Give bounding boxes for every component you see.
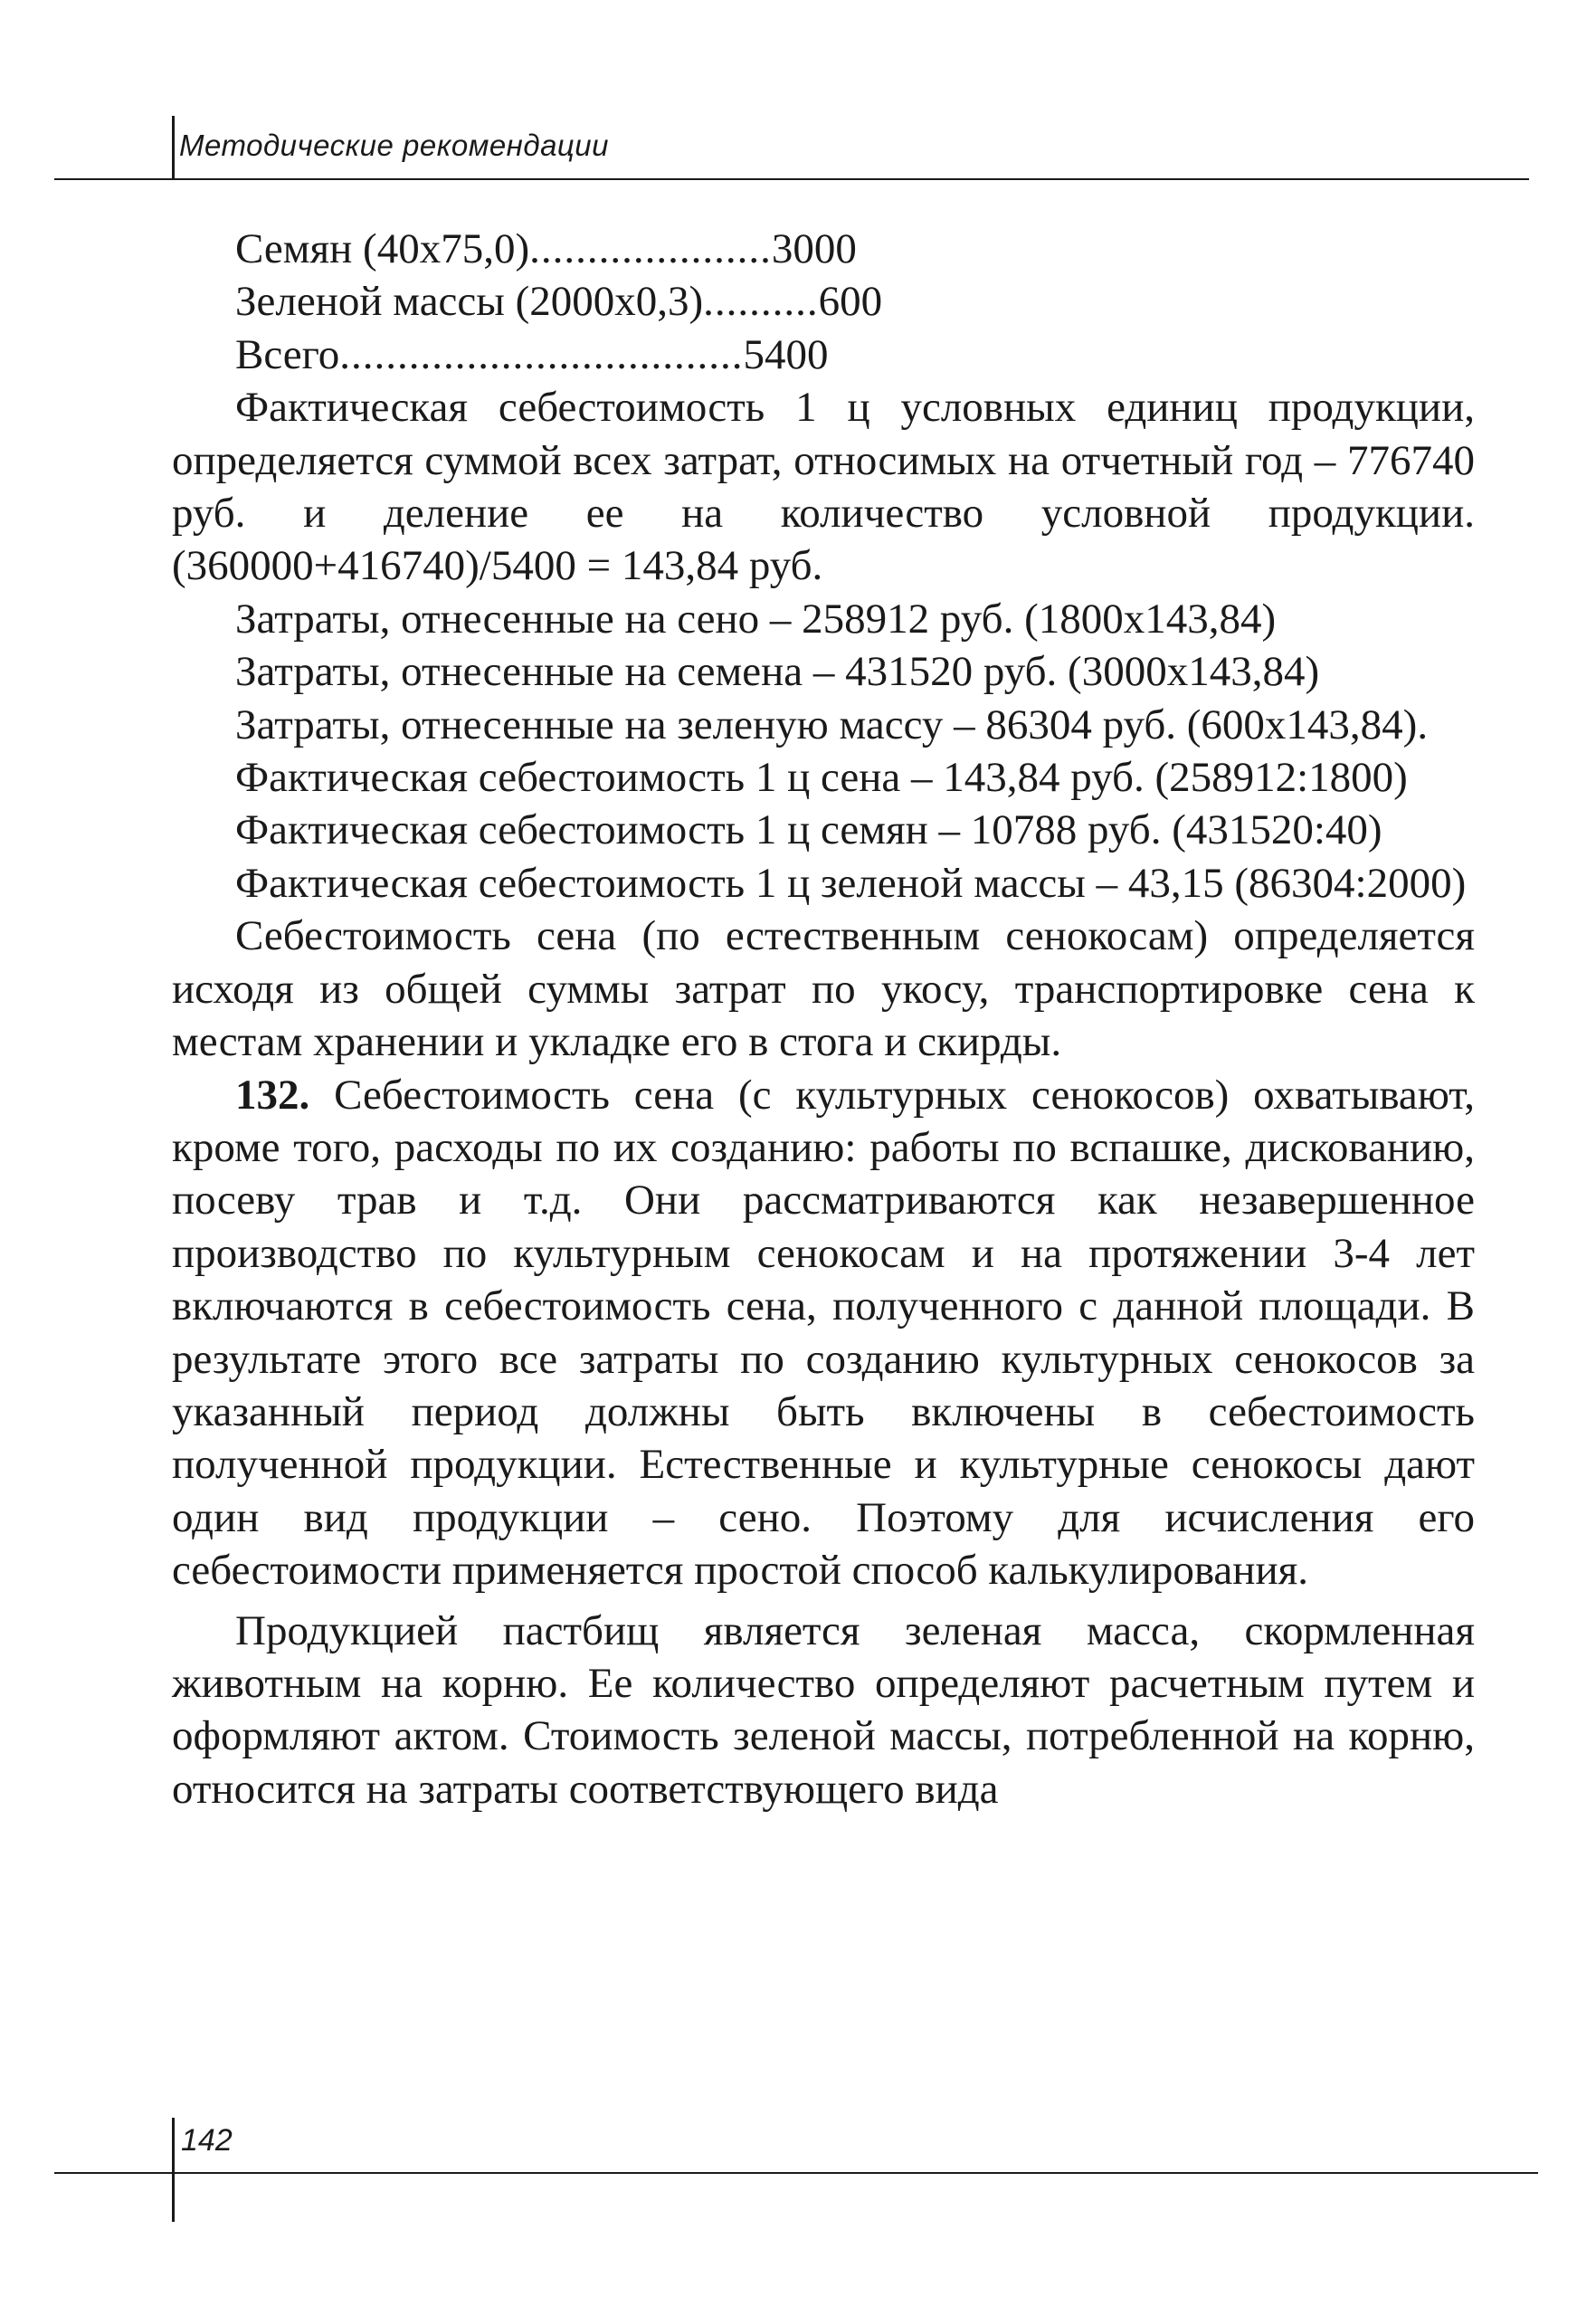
paragraph-seed-costs: Затраты, отнесенные на семена – 431520 руб. (3000х143,84)	[235, 648, 1320, 696]
page-body	[172, 223, 1475, 1815]
list-item-seeds: Семян (40х75,0).....................3000	[235, 225, 857, 272]
paragraph-seed-unit-cost: Фактическая себестоимость 1 ц семян – 10788 руб. (431520:40)	[235, 806, 1382, 854]
paragraph-conventional-cost: Фактическая себестоимость 1 ц условных единиц продукции, определяется суммой всех затрат, относимых на отчетный год – 776740 руб. и деление ее на количество условной продукции. (360000+416740)/5400 = 143,84 руб.	[172, 384, 1475, 590]
list-item-total: Всего...................................5400	[235, 330, 829, 378]
paragraph-hay-unit-cost: Фактическая себестоимость 1 ц сена – 143,84 руб. (258912:1800)	[235, 754, 1408, 802]
paragraph-hay-costs: Затраты, отнесенные на сено – 258912 руб. (1800х143,84)	[235, 595, 1277, 643]
running-head: Методические рекомендации	[179, 129, 609, 162]
footer-rule-vertical	[172, 2118, 175, 2222]
paragraph-green-mass-costs: Затраты, отнесенные на зеленую массу – 86304 руб. (600х143,84).	[235, 700, 1429, 748]
paragraph-green-mass-unit-cost: Фактическая себестоимость 1 ц зеленой массы – 43,15 (86304:2000)	[235, 859, 1467, 907]
paragraph-natural-hayfields: Себестоимость сена (по естественным сенокосам) определяется исходя из общей суммы затрат по укосу, транспортировке сена к местам хранении и укладке его в стога и скирды.	[172, 912, 1475, 1066]
footer-rule-horizontal	[54, 2172, 1538, 2174]
paragraph-cultivated-hayfields: 132. Себестоимость сена (с культурных сенокосов) охватывают, кроме того, расходы по их созданию: работы по вспашке, дискованию, посеву трав и т.д. Они рассматриваются как незавершенное производство по культурным сенокосам и на протяжении 3-4 лет включаются в себестоимость сена, полученного с данной площади. В результате этого все затраты по созданию культурных сенокосов за указанный период должны быть включены в себестоимость полученной продукции. Естественные и культурные сенокосы дают один вид продукции – сено. Поэтому для исчисления его себестоимости применяется простой способ калькулирования.	[172, 1071, 1476, 1595]
header-rule-horizontal	[54, 178, 1529, 180]
paragraph-pasture-products: Продукцией пастбищ является зеленая масса, скормленная животным на корню. Ее количество определяют расчетным путем и оформляют актом. Стоимость зеленой массы, потребленной на корню, относится на затраты соответствующего вида	[172, 1606, 1475, 1813]
page-number: 142	[181, 2123, 233, 2158]
section-number: 132.	[235, 1071, 310, 1119]
list-item-green-mass: Зеленой массы (2000х0,3)..........600	[235, 278, 883, 326]
header-rule-vertical	[172, 116, 175, 179]
